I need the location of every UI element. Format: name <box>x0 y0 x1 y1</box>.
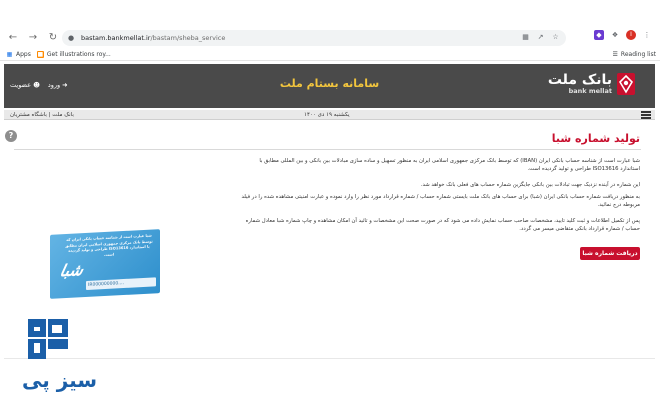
back-arrow-icon[interactable]: ← <box>8 32 18 43</box>
page-title: تولید شماره شبا <box>551 132 640 145</box>
puzzle-icon[interactable]: ❖ <box>611 31 619 39</box>
description-paragraph: پس از تکمیل اطلاعات و ثبت کلید تایید، مشخصات صاحب حساب نمایش داده می شود که در صورت صحت این مشخصات و تائید آن امکان مشاهده و چاپ شماره شبا معادل شماره حساب / شماره قرارداد بانکی متقاضی میسر می گردد. <box>245 218 640 232</box>
reading-list[interactable]: ☰ Reading list <box>612 51 656 58</box>
description-paragraph: این شماره در آینده نزدیک جهت تبادلات بین بانکی جایگزین شماره حساب های فعلی بانک خواهد شد. <box>420 182 640 188</box>
card-iban: IR000000000.... <box>86 277 156 290</box>
apps-grid-icon: ▦ <box>6 50 13 58</box>
bank-logo[interactable] <box>548 72 635 95</box>
watermark-logo-icon <box>26 317 70 361</box>
star-icon[interactable]: ☆ <box>552 33 559 41</box>
browser-toolbar <box>0 28 660 48</box>
logo-en-text: bank mellat <box>568 87 612 95</box>
login-icon: ➜ <box>62 81 68 89</box>
reload-icon[interactable]: ↻ <box>48 32 58 43</box>
share-icon[interactable]: ↗ <box>537 33 544 41</box>
bookmark-favicon-icon: ■ <box>37 50 44 58</box>
logo-fa-text: بانک ملت <box>547 72 612 88</box>
hamburger-menu-icon[interactable] <box>641 111 651 119</box>
card-description: شبا عبارت است از شناسه حساب بانکی ایران که توسط بانک مرکزی جمهوری اسلامی ایران مطابق با استاندارد ISO13616 طراحی و تولید گردیده است. <box>65 233 153 257</box>
sheba-card-illustration <box>50 232 160 296</box>
url-text: bastam.bankmellat.ir/bastam/sheba_service <box>81 34 226 42</box>
more-menu-icon[interactable]: ⋮ <box>643 31 651 39</box>
user-icon: ☻ <box>33 81 40 89</box>
site-header <box>4 64 655 108</box>
description-paragraph: شبا عبارت است از شناسه حساب بانکی ایران (IBAN) که توسط بانک مرکزی جمهوری اسلامی ایران به منظور تسهیل و ساده سازی مبادلات بین بانکی و بین المللی مطابق با استاندارد ISO13616 طراحی و تولید گردیده است. <box>259 158 640 172</box>
address-bar[interactable] <box>62 30 566 46</box>
bookmark-apps[interactable]: ▦ Apps <box>6 50 31 58</box>
bookmarks-bar <box>0 48 660 61</box>
footer-divider <box>4 358 655 359</box>
reading-list-icon: ☰ <box>612 51 618 58</box>
extension-icon[interactable]: ◆ <box>594 30 604 40</box>
translate-icon[interactable]: ▦ <box>522 33 529 41</box>
card-brand: شبا <box>57 260 86 281</box>
bookmark-illustrations[interactable]: ■ Get illustrations roy... <box>37 50 111 58</box>
login-link[interactable]: ➜ ورود <box>47 81 68 89</box>
current-date: یکشنبه ۱۹ دی ۱۴۰۰ <box>304 112 350 118</box>
site-title: سامانه بستام ملت <box>279 77 380 90</box>
bank-mellat-logo-icon <box>617 73 635 95</box>
register-link[interactable]: ☻ عضویت <box>10 81 40 89</box>
description-paragraph: به منظور دریافت شماره حساب بانکی ایران (شبا) برای حساب های بانک ملت بایستی شماره حساب / شماره قرارداد مورد نظر را وارد نموده و عبارت امنیتی مشاهده شده را در فیلد مربوطه درج نمائید. <box>241 194 640 208</box>
lock-icon: ● <box>68 34 75 42</box>
get-sheba-button[interactable]: دریافت شماره شبا <box>580 247 640 260</box>
info-bar <box>4 110 655 120</box>
breadcrumb[interactable]: بانک ملت | باشگاه مشتریان <box>10 112 74 118</box>
title-divider <box>14 149 641 150</box>
help-icon[interactable]: ? <box>5 130 17 142</box>
profile-avatar[interactable]: I <box>626 30 636 40</box>
forward-arrow-icon[interactable]: → <box>28 32 38 43</box>
watermark-text: سیز پی <box>22 368 97 392</box>
